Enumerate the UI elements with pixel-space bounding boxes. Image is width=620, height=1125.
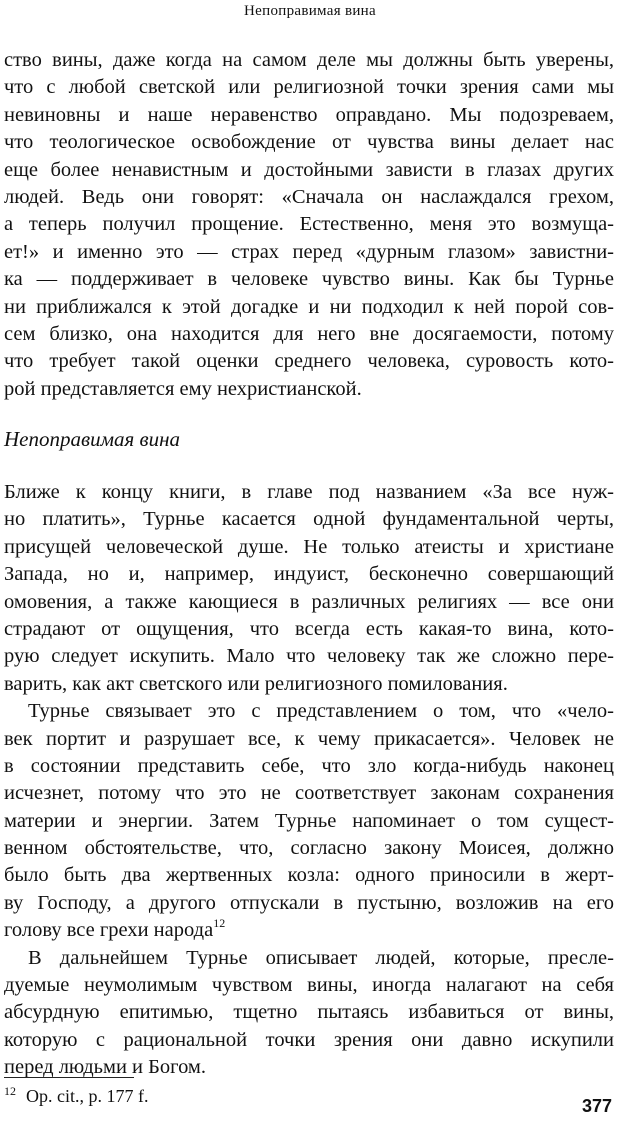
text-line: страдают от ощущения, что всегда есть какая-то вина, кото- bbox=[4, 617, 614, 640]
text-line: В дальнейшем Турнье описывает людей, которые, пресле- bbox=[28, 946, 614, 969]
text-line: перед людьми и Богом. bbox=[4, 1056, 207, 1079]
text-line: ка — поддерживает в человеке чувство вины. Как бы Турнье bbox=[4, 268, 614, 291]
text-line: материи и энергии. Затем Турнье напоминает о том сущест- bbox=[4, 809, 614, 832]
footnote-divider bbox=[4, 1077, 134, 1078]
text-line: рую следует искупить. Мало что человеку так же сложно пере- bbox=[4, 645, 614, 668]
text-line: венном обстоятельстве, что, согласно закону Моисея, должно bbox=[4, 837, 614, 860]
text-line: Ближе к концу книги, в главе под названием «За все нуж- bbox=[4, 481, 614, 503]
text-line: дуемые неумолимым чувством вины, иногда налагают на себя bbox=[4, 974, 614, 997]
footnote bbox=[4, 1079, 148, 1108]
text-line: сем близко, она находится для него вне досягаемости, потому bbox=[4, 322, 614, 345]
text-line: Турнье связывает это с представлением о том, что «чело- bbox=[28, 700, 614, 723]
section-body bbox=[4, 479, 614, 1082]
text-line: ву Господу, а другого отпускали в пустыню, возложив на его bbox=[4, 891, 614, 914]
text-line-content: голову все грехи народа bbox=[4, 919, 214, 942]
text-line-with-note bbox=[4, 917, 614, 944]
text-line: ство вины, даже когда на самом деле мы должны быть уверены, bbox=[4, 49, 614, 71]
page-number: 377 bbox=[581, 1096, 612, 1116]
running-header: Непоправимая вина bbox=[244, 3, 376, 19]
footnote-number: 12 bbox=[4, 1084, 16, 1098]
text-line: рой представляется ему нехристианской. bbox=[4, 377, 362, 400]
text-line: а теперь получил прощение. Естественно, меня это возмуща- bbox=[4, 213, 614, 236]
text-line: ни приближался к этой догадке и ни подходил к ней порой сов- bbox=[4, 295, 614, 318]
text-line: абсурдную епитимью, тщетно пытаясь избавиться от вины, bbox=[4, 1001, 614, 1024]
text-line: ет!» и именно это — страх перед «дурным глазом» завистни- bbox=[4, 240, 614, 263]
text-line: в состоянии представить себе, что зло когда-нибудь наконец bbox=[4, 754, 614, 777]
text-line: что требует такой оценки среднего человека, суровость кото- bbox=[4, 350, 614, 373]
text-line: присущей человеческой душе. Не только атеисты и христиане bbox=[4, 535, 614, 558]
text-line: но платить», Турнье касается одной фундаментальной черты, bbox=[4, 508, 614, 531]
text-line: Запада, но и, например, индуист, бесконечно совершающий bbox=[4, 563, 614, 586]
text-line: еще более ненавистным и достойными зависти в глазах других bbox=[4, 158, 614, 181]
text-line: что с любой светской или религиозной точки зрения сами мы bbox=[4, 76, 614, 99]
text-line: было быть два жертвенных козла: одного приносили в жерт- bbox=[4, 864, 614, 887]
text-line: омовения, а также кающиеся в различных религиях — все они bbox=[4, 590, 614, 613]
text-line: век портит и разрушает все, к чему прикасается». Человек не bbox=[4, 727, 614, 750]
text-line: варить, как акт светского или религиозного помилования. bbox=[4, 672, 508, 695]
paragraph-continued bbox=[4, 47, 614, 403]
footnote-reference[interactable]: 12 bbox=[213, 916, 226, 931]
text-line: исчезнет, потому что это не соответствует законам сохранения bbox=[4, 782, 614, 805]
text-line: невиновны и наше неравенство оправдано. Мы подозреваем, bbox=[4, 103, 614, 126]
footnote-text: Op. cit., p. 177 f. bbox=[26, 1086, 149, 1106]
text-line: которую с рациональной точки зрения они давно искупили bbox=[4, 1028, 614, 1051]
text-line: что теологическое освобождение от чувства вины делает нас bbox=[4, 131, 614, 154]
text-line: людей. Ведь они говорят: «Сначала он наслаждался грехом, bbox=[4, 185, 614, 208]
section-heading: Непоправимая вина bbox=[4, 427, 181, 451]
